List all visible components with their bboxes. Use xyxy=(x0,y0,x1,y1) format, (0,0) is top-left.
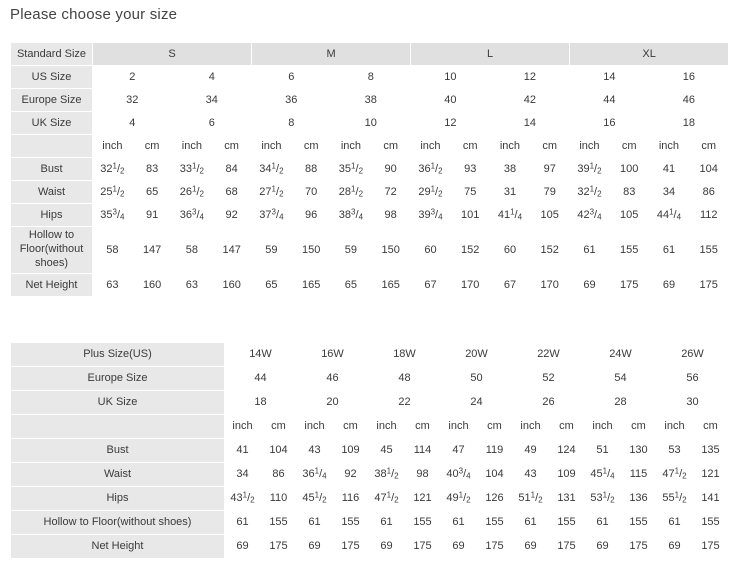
net-height-value: 175 xyxy=(333,535,369,559)
hips-value: $38^3/_4$ xyxy=(331,204,371,227)
hollow-value: 61 xyxy=(441,511,477,535)
hollow-value: 150 xyxy=(371,227,411,274)
uk-size-value: 6 xyxy=(172,112,252,135)
size-group-S: S xyxy=(93,43,252,66)
hips-value: $37^3/_4$ xyxy=(252,204,292,227)
us-size-value: 4 xyxy=(172,66,252,89)
hips-value: 126 xyxy=(477,487,513,511)
net-height-value: 69 xyxy=(297,535,333,559)
row-label-waist: Waist xyxy=(11,181,93,204)
europe-size-value: 46 xyxy=(649,89,729,112)
waist-value: $40^3/_4$ xyxy=(441,463,477,487)
waist-value: 115 xyxy=(621,463,657,487)
waist-value: $28^1/_2$ xyxy=(331,181,371,204)
waist-value: 75 xyxy=(450,181,490,204)
bust-value: 47 xyxy=(441,439,477,463)
europe-size-value: 56 xyxy=(657,367,729,391)
unit-header: cm xyxy=(291,135,331,158)
hollow-value: 155 xyxy=(693,511,729,535)
net-height-value: 63 xyxy=(172,274,212,297)
waist-value: 98 xyxy=(405,463,441,487)
europe-size-value: 50 xyxy=(441,367,513,391)
table-row xyxy=(11,158,729,181)
waist-value: 109 xyxy=(549,463,585,487)
table-row xyxy=(11,66,729,89)
hollow-value: 59 xyxy=(252,227,292,274)
unit-header: inch xyxy=(225,415,261,439)
table-row xyxy=(11,135,729,158)
bust-value: 93 xyxy=(450,158,490,181)
europe-size-value: 44 xyxy=(570,89,650,112)
net-height-value: 69 xyxy=(513,535,549,559)
net-height-value: 175 xyxy=(549,535,585,559)
unit-header: inch xyxy=(252,135,292,158)
hollow-value: 61 xyxy=(649,227,689,274)
unit-header: cm xyxy=(693,415,729,439)
table-row xyxy=(11,535,729,559)
net-height-value: 175 xyxy=(261,535,297,559)
row-label-net-height-2: Net Height xyxy=(11,535,225,559)
europe-size-value: 40 xyxy=(411,89,491,112)
hollow-value: 155 xyxy=(261,511,297,535)
net-height-value: 175 xyxy=(477,535,513,559)
hollow-value: 155 xyxy=(333,511,369,535)
row-label-hollow-to-floor: Hollow to Floor(without shoes) xyxy=(11,227,93,274)
unit-header: inch xyxy=(657,415,693,439)
row-label-uk-size: UK Size xyxy=(11,112,93,135)
waist-value: $32^1/_2$ xyxy=(570,181,610,204)
net-height-value: 69 xyxy=(657,535,693,559)
hips-value: 98 xyxy=(371,204,411,227)
net-height-value: 69 xyxy=(369,535,405,559)
size-group-L: L xyxy=(411,43,570,66)
net-height-value: 160 xyxy=(132,274,172,297)
us-size-value: 16 xyxy=(649,66,729,89)
table-row xyxy=(11,89,729,112)
waist-value: $27^1/_2$ xyxy=(252,181,292,204)
net-height-value: 65 xyxy=(252,274,292,297)
table-row xyxy=(11,274,729,297)
row-label-standard-size: Standard Size xyxy=(11,43,93,66)
uk-size-value: 18 xyxy=(649,112,729,135)
hips-value: $51^1/_2$ xyxy=(513,487,549,511)
hips-value: 121 xyxy=(405,487,441,511)
unit-header: cm xyxy=(132,135,172,158)
unit-header: cm xyxy=(609,135,649,158)
unit-header: inch xyxy=(441,415,477,439)
hollow-value: 150 xyxy=(291,227,331,274)
us-size-value: 8 xyxy=(331,66,411,89)
hollow-value: 152 xyxy=(450,227,490,274)
net-height-value: 170 xyxy=(530,274,570,297)
hips-value: $45^1/_2$ xyxy=(297,487,333,511)
row-label-plus-size: Plus Size(US) xyxy=(11,343,225,367)
europe-size-value: 54 xyxy=(585,367,657,391)
uk-size-value: 22 xyxy=(369,391,441,415)
europe-size-value: 42 xyxy=(490,89,570,112)
net-height-value: 63 xyxy=(93,274,133,297)
europe-size-value: 36 xyxy=(252,89,332,112)
bust-value: 41 xyxy=(225,439,261,463)
table-row xyxy=(11,391,729,415)
europe-size-value: 32 xyxy=(93,89,173,112)
row-label-waist-2: Waist xyxy=(11,463,225,487)
hollow-value: 58 xyxy=(93,227,133,274)
hips-value: $47^1/_2$ xyxy=(369,487,405,511)
unit-header: cm xyxy=(371,135,411,158)
uk-size-value: 14 xyxy=(490,112,570,135)
unit-header: inch xyxy=(490,135,530,158)
hips-value: 136 xyxy=(621,487,657,511)
table-row xyxy=(11,227,729,274)
plus-size-value: 16W xyxy=(297,343,369,367)
plus-size-table xyxy=(10,342,729,559)
table-row xyxy=(11,439,729,463)
waist-value: $25^1/_2$ xyxy=(93,181,133,204)
hollow-value: 60 xyxy=(411,227,451,274)
hollow-value: 147 xyxy=(212,227,252,274)
waist-value: 83 xyxy=(609,181,649,204)
unit-header: cm xyxy=(405,415,441,439)
net-height-value: 175 xyxy=(621,535,657,559)
bust-value: 49 xyxy=(513,439,549,463)
hips-value: 92 xyxy=(212,204,252,227)
bust-value: 83 xyxy=(132,158,172,181)
net-height-value: 160 xyxy=(212,274,252,297)
hollow-value: 155 xyxy=(609,227,649,274)
bust-value: 45 xyxy=(369,439,405,463)
page-title: Please choose your size xyxy=(10,6,178,23)
row-label-hips-2: Hips xyxy=(11,487,225,511)
table-row xyxy=(11,112,729,135)
row-label-hollow-to-floor-2: Hollow to Floor(without shoes) xyxy=(11,511,225,535)
us-size-value: 14 xyxy=(570,66,650,89)
row-label-net-height: Net Height xyxy=(11,274,93,297)
net-height-value: 175 xyxy=(609,274,649,297)
waist-value: 70 xyxy=(291,181,331,204)
net-height-value: 170 xyxy=(450,274,490,297)
bust-value: 88 xyxy=(291,158,331,181)
net-height-value: 67 xyxy=(490,274,530,297)
unit-header: cm xyxy=(549,415,585,439)
waist-value: 43 xyxy=(513,463,549,487)
hollow-value: 155 xyxy=(621,511,657,535)
hollow-value: 61 xyxy=(657,511,693,535)
table-row xyxy=(11,204,729,227)
row-label-bust-2: Bust xyxy=(11,439,225,463)
unit-header: cm xyxy=(333,415,369,439)
row-label-bust: Bust xyxy=(11,158,93,181)
europe-size-value: 46 xyxy=(297,367,369,391)
row-label-europe-size-2: Europe Size xyxy=(11,367,225,391)
hips-value: 101 xyxy=(450,204,490,227)
europe-size-value: 38 xyxy=(331,89,411,112)
uk-size-value: 12 xyxy=(411,112,491,135)
uk-size-value: 10 xyxy=(331,112,411,135)
bust-value: 84 xyxy=(212,158,252,181)
unit-header: inch xyxy=(369,415,405,439)
hips-value: 131 xyxy=(549,487,585,511)
hips-value: $55^1/_2$ xyxy=(657,487,693,511)
hollow-value: 61 xyxy=(585,511,621,535)
row-label-hips: Hips xyxy=(11,204,93,227)
bust-value: 135 xyxy=(693,439,729,463)
us-size-value: 2 xyxy=(93,66,173,89)
hollow-value: 155 xyxy=(477,511,513,535)
unit-header: inch xyxy=(331,135,371,158)
plus-size-table-body xyxy=(11,343,729,559)
hips-value: $49^1/_2$ xyxy=(441,487,477,511)
bust-value: 130 xyxy=(621,439,657,463)
waist-value: 72 xyxy=(371,181,411,204)
net-height-value: 69 xyxy=(441,535,477,559)
hips-value: 141 xyxy=(693,487,729,511)
net-height-value: 65 xyxy=(331,274,371,297)
standard-size-table-body xyxy=(11,43,729,297)
hips-value: 105 xyxy=(530,204,570,227)
table-row xyxy=(11,181,729,204)
uk-size-value: 4 xyxy=(93,112,173,135)
waist-value: 86 xyxy=(689,181,729,204)
waist-value: 86 xyxy=(261,463,297,487)
net-height-value: 67 xyxy=(411,274,451,297)
hips-value: 110 xyxy=(261,487,297,511)
unit-header: cm xyxy=(212,135,252,158)
unit-header: inch xyxy=(513,415,549,439)
bust-value: $32^1/_2$ xyxy=(93,158,133,181)
bust-value: 109 xyxy=(333,439,369,463)
waist-value: 65 xyxy=(132,181,172,204)
table-row xyxy=(11,43,729,66)
unit-header: inch xyxy=(585,415,621,439)
unit-header: inch xyxy=(570,135,610,158)
unit-header: inch xyxy=(93,135,133,158)
hips-value: $41^1/_4$ xyxy=(490,204,530,227)
hollow-value: 61 xyxy=(297,511,333,535)
unit-header: cm xyxy=(450,135,490,158)
unit-header: cm xyxy=(477,415,513,439)
table-row xyxy=(11,343,729,367)
europe-size-value: 34 xyxy=(172,89,252,112)
bust-value: 104 xyxy=(261,439,297,463)
uk-size-value: 28 xyxy=(585,391,657,415)
waist-value: $38^1/_2$ xyxy=(369,463,405,487)
waist-value: 92 xyxy=(333,463,369,487)
us-size-value: 12 xyxy=(490,66,570,89)
waist-value: $29^1/_2$ xyxy=(411,181,451,204)
bust-value: 41 xyxy=(649,158,689,181)
hollow-value: 147 xyxy=(132,227,172,274)
hollow-value: 155 xyxy=(689,227,729,274)
hips-value: $35^3/_4$ xyxy=(93,204,133,227)
hollow-value: 155 xyxy=(549,511,585,535)
unit-header: cm xyxy=(530,135,570,158)
size-group-XL: XL xyxy=(570,43,729,66)
europe-size-value: 48 xyxy=(369,367,441,391)
net-height-value: 175 xyxy=(405,535,441,559)
bust-value: 51 xyxy=(585,439,621,463)
hips-value: $36^3/_4$ xyxy=(172,204,212,227)
hollow-value: 58 xyxy=(172,227,212,274)
hips-value: $39^3/_4$ xyxy=(411,204,451,227)
us-size-value: 6 xyxy=(252,66,332,89)
bust-value: 104 xyxy=(689,158,729,181)
hips-value: $44^1/_4$ xyxy=(649,204,689,227)
unit-header: inch xyxy=(297,415,333,439)
hollow-value: 61 xyxy=(513,511,549,535)
unit-header: cm xyxy=(261,415,297,439)
bust-value: $39^1/_2$ xyxy=(570,158,610,181)
bust-value: 38 xyxy=(490,158,530,181)
bust-value: $33^1/_2$ xyxy=(172,158,212,181)
us-size-value: 10 xyxy=(411,66,491,89)
europe-size-value: 52 xyxy=(513,367,585,391)
waist-value: 31 xyxy=(490,181,530,204)
hips-value: 105 xyxy=(609,204,649,227)
bust-value: 90 xyxy=(371,158,411,181)
hips-value: 112 xyxy=(689,204,729,227)
hips-value: $53^1/_2$ xyxy=(585,487,621,511)
plus-size-value: 22W xyxy=(513,343,585,367)
uk-size-value: 20 xyxy=(297,391,369,415)
waist-value: 104 xyxy=(477,463,513,487)
table-row xyxy=(11,511,729,535)
hollow-value: 61 xyxy=(570,227,610,274)
hollow-value: 59 xyxy=(331,227,371,274)
bust-value: 43 xyxy=(297,439,333,463)
waist-value: 79 xyxy=(530,181,570,204)
hips-value: 91 xyxy=(132,204,172,227)
waist-value: 34 xyxy=(649,181,689,204)
plus-size-value: 24W xyxy=(585,343,657,367)
table-row xyxy=(11,415,729,439)
unit-header: inch xyxy=(411,135,451,158)
net-height-value: 69 xyxy=(570,274,610,297)
uk-size-value: 26 xyxy=(513,391,585,415)
net-height-value: 69 xyxy=(225,535,261,559)
row-label-uk-size-2: UK Size xyxy=(11,391,225,415)
row-label-units-2 xyxy=(11,415,225,439)
waist-value: $36^1/_4$ xyxy=(297,463,333,487)
unit-header: inch xyxy=(172,135,212,158)
bust-value: 119 xyxy=(477,439,513,463)
hollow-value: 60 xyxy=(490,227,530,274)
bust-value: 97 xyxy=(530,158,570,181)
europe-size-value: 44 xyxy=(225,367,297,391)
hollow-value: 152 xyxy=(530,227,570,274)
waist-value: $47^1/_2$ xyxy=(657,463,693,487)
net-height-value: 69 xyxy=(649,274,689,297)
table-row xyxy=(11,463,729,487)
table-row xyxy=(11,367,729,391)
net-height-value: 175 xyxy=(693,535,729,559)
unit-header: cm xyxy=(689,135,729,158)
plus-size-value: 20W xyxy=(441,343,513,367)
hips-value: 116 xyxy=(333,487,369,511)
bust-value: $35^1/_2$ xyxy=(331,158,371,181)
uk-size-value: 30 xyxy=(657,391,729,415)
row-label-us-size: US Size xyxy=(11,66,93,89)
row-label-europe-size: Europe Size xyxy=(11,89,93,112)
net-height-value: 165 xyxy=(371,274,411,297)
net-height-value: 165 xyxy=(291,274,331,297)
uk-size-value: 24 xyxy=(441,391,513,415)
waist-value: 34 xyxy=(225,463,261,487)
plus-size-value: 26W xyxy=(657,343,729,367)
uk-size-value: 18 xyxy=(225,391,297,415)
plus-size-value: 18W xyxy=(369,343,441,367)
plus-size-value: 14W xyxy=(225,343,297,367)
waist-value: 68 xyxy=(212,181,252,204)
bust-value: 124 xyxy=(549,439,585,463)
bust-value: $36^1/_2$ xyxy=(411,158,451,181)
hips-value: 96 xyxy=(291,204,331,227)
unit-header: inch xyxy=(649,135,689,158)
waist-value: $45^1/_4$ xyxy=(585,463,621,487)
bust-value: 114 xyxy=(405,439,441,463)
uk-size-value: 8 xyxy=(252,112,332,135)
row-label-units xyxy=(11,135,93,158)
unit-header: cm xyxy=(621,415,657,439)
waist-value: $26^1/_2$ xyxy=(172,181,212,204)
table-row xyxy=(11,487,729,511)
hips-value: $42^3/_4$ xyxy=(570,204,610,227)
bust-value: 100 xyxy=(609,158,649,181)
hollow-value: 61 xyxy=(225,511,261,535)
standard-size-table xyxy=(10,42,729,297)
hollow-value: 61 xyxy=(369,511,405,535)
hips-value: $43^1/_2$ xyxy=(225,487,261,511)
net-height-value: 69 xyxy=(585,535,621,559)
bust-value: 53 xyxy=(657,439,693,463)
waist-value: 121 xyxy=(693,463,729,487)
net-height-value: 175 xyxy=(689,274,729,297)
hollow-value: 155 xyxy=(405,511,441,535)
uk-size-value: 16 xyxy=(570,112,650,135)
size-group-M: M xyxy=(252,43,411,66)
bust-value: $34^1/_2$ xyxy=(252,158,292,181)
